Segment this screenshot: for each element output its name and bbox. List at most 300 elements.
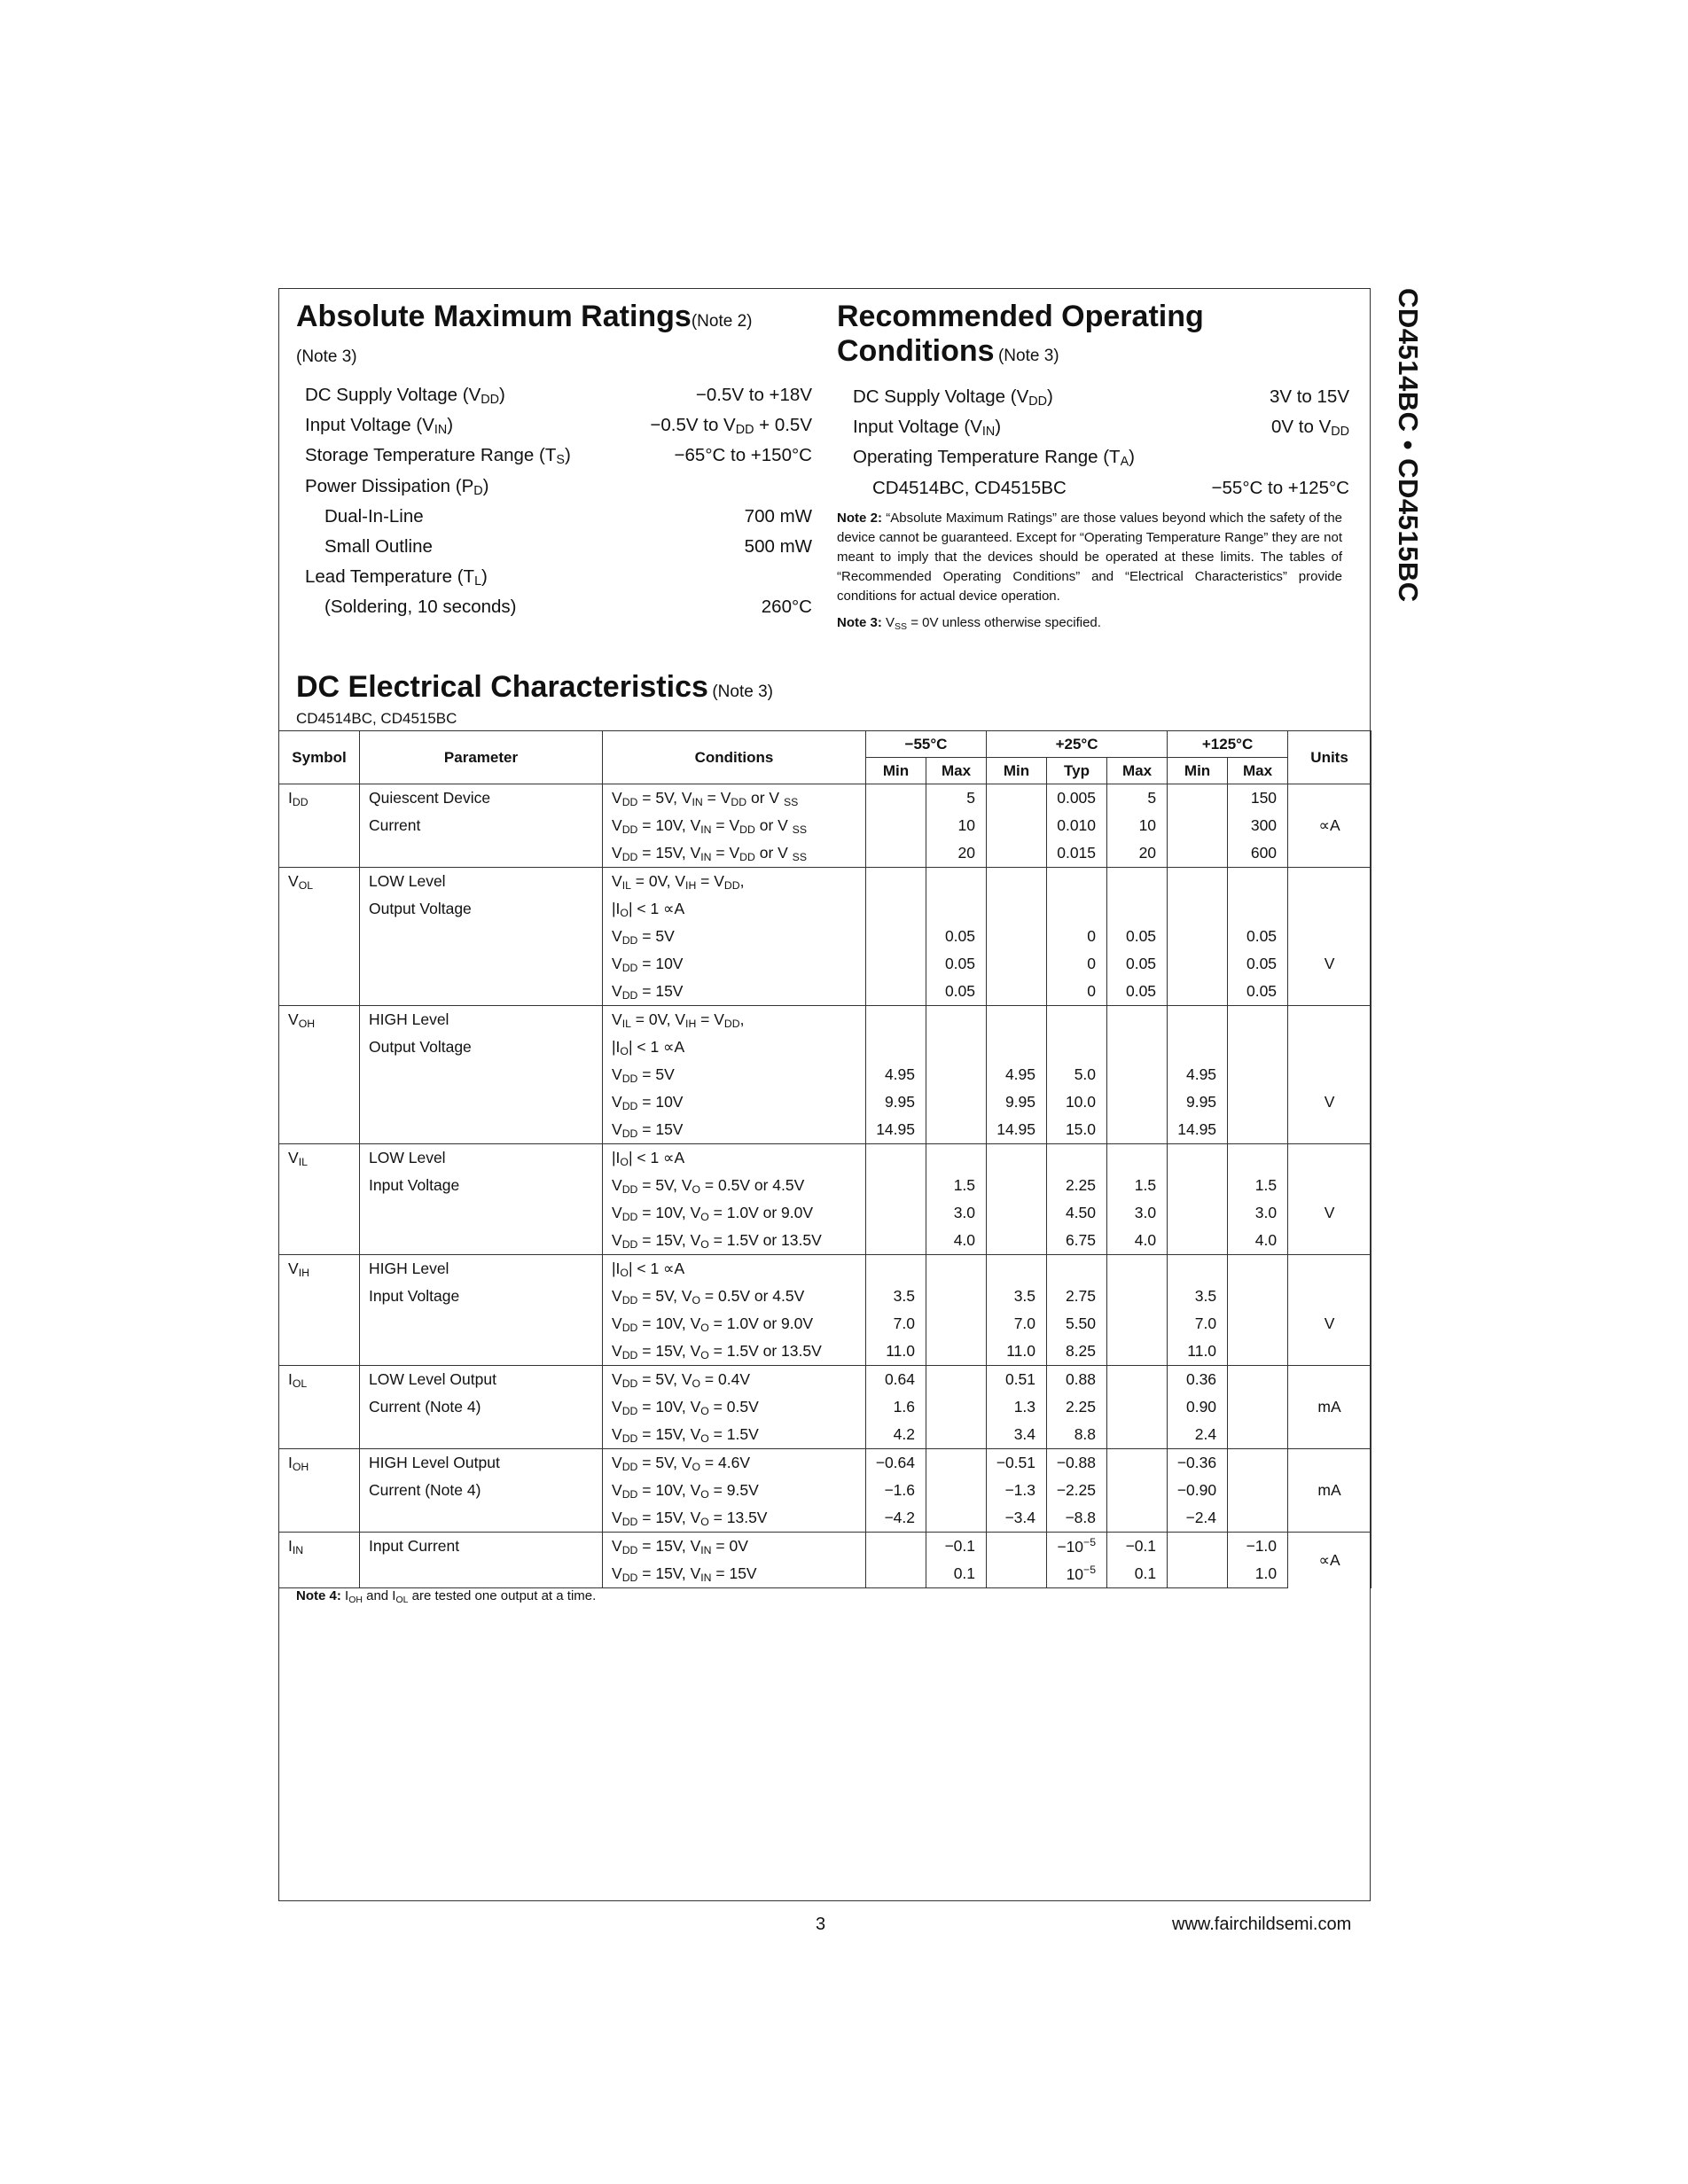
value-cell: −1.6 — [866, 1477, 926, 1504]
value-cell — [987, 839, 1047, 868]
conditions-cell: $V_{DD} = 10V$, $V_O = 9.5V$ — [603, 1477, 866, 1504]
symbol-cell — [279, 895, 360, 923]
value-cell — [1107, 1310, 1168, 1338]
value-cell — [866, 1199, 926, 1227]
value-cell: 3.5 — [987, 1283, 1047, 1310]
value-cell: 0.64 — [866, 1366, 926, 1394]
value-cell: −0.1 — [926, 1533, 987, 1561]
value-cell: 11.0 — [1168, 1338, 1228, 1366]
value-cell: 1.0 — [1228, 1560, 1288, 1588]
parameter-cell: Input Voltage — [360, 1283, 603, 1310]
parameter-cell — [360, 1227, 603, 1255]
abs-max-value: 260°C — [761, 597, 812, 618]
value-cell — [1168, 839, 1228, 868]
conditions-cell: $V_{DD} = 5V$, $V_O = 0.4V$ — [603, 1366, 866, 1394]
value-cell: 9.95 — [987, 1088, 1047, 1116]
symbol-cell: $I_{OH}$ — [279, 1449, 360, 1478]
abs-max-value: 700 mW — [744, 505, 812, 526]
parameter-cell — [360, 1310, 603, 1338]
value-cell: 1.5 — [926, 1172, 987, 1199]
value-cell: −1.0 — [1228, 1533, 1288, 1561]
dc-title: DC Electrical Characteristics (Note 3) — [296, 670, 773, 704]
value-cell — [866, 1560, 926, 1588]
value-cell — [1228, 1116, 1288, 1144]
abs-max-label: Small Outline — [324, 536, 433, 557]
value-cell: 11.0 — [866, 1338, 926, 1366]
value-cell — [1107, 1477, 1168, 1504]
value-cell — [1107, 1366, 1168, 1394]
value-cell — [926, 1310, 987, 1338]
value-cell: 0.05 — [926, 950, 987, 978]
conditions-cell: $V_{DD} = 10V$ — [603, 1088, 866, 1116]
symbol-cell: $V_{OH}$ — [279, 1006, 360, 1034]
conditions-cell: $V_{DD} = 10V$, $V_O = 1.0V$ or 9.0V — [603, 1310, 866, 1338]
value-cell: 14.95 — [987, 1116, 1047, 1144]
value-cell — [926, 1088, 987, 1116]
value-cell: 9.95 — [866, 1088, 926, 1116]
value-cell: 2.25 — [1047, 1172, 1107, 1199]
value-cell — [987, 1144, 1047, 1173]
parameter-cell — [360, 1338, 603, 1366]
symbol-cell — [279, 1310, 360, 1338]
units-cell — [1288, 1255, 1372, 1283]
value-cell: 150 — [1228, 784, 1288, 813]
col-max: Max — [1228, 758, 1288, 784]
conditions-cell: $V_{DD} = 15V$, $V_O = 13.5V$ — [603, 1504, 866, 1533]
col-min: Min — [987, 758, 1047, 784]
notes-block — [837, 509, 1342, 636]
abs-max-row — [305, 506, 812, 536]
value-cell: 4.0 — [1107, 1227, 1168, 1255]
symbol-cell: $I_{OL}$ — [279, 1366, 360, 1394]
symbol-cell: $I_{IN}$ — [279, 1533, 360, 1561]
table-row — [279, 895, 1372, 923]
parameter-cell — [360, 1504, 603, 1533]
abs-max-label: Lead Temperature $(T_L)$ — [305, 566, 488, 589]
col-min: Min — [1168, 758, 1228, 784]
value-cell: −4.2 — [866, 1504, 926, 1533]
value-cell — [866, 895, 926, 923]
value-cell: 0.005 — [1047, 784, 1107, 813]
value-cell — [987, 868, 1047, 896]
value-cell: 2.4 — [1168, 1421, 1228, 1449]
symbol-cell — [279, 1227, 360, 1255]
units-cell: mA — [1288, 1393, 1372, 1421]
units-cell: V — [1288, 1088, 1372, 1116]
value-cell — [866, 868, 926, 896]
rec-op-row — [853, 386, 1349, 417]
conditions-cell: $V_{IL} = 0V$, $V_{IH} = V_{DD}$, — [603, 868, 866, 896]
value-cell: 0.05 — [1107, 950, 1168, 978]
units-cell — [1288, 868, 1372, 896]
value-cell: −0.64 — [866, 1449, 926, 1478]
value-cell: 4.95 — [866, 1061, 926, 1088]
value-cell — [987, 1034, 1047, 1061]
abs-max-value: −65°C to +150°C — [674, 445, 812, 466]
table-row — [279, 1393, 1372, 1421]
value-cell: 0.90 — [1168, 1393, 1228, 1421]
parameter-cell: Quiescent Device — [360, 784, 603, 813]
parameter-cell — [360, 978, 603, 1006]
value-cell — [1228, 1255, 1288, 1283]
value-cell — [926, 1116, 987, 1144]
parameter-cell: LOW Level Output — [360, 1366, 603, 1394]
col-temp-125: +125°C — [1168, 731, 1288, 758]
value-cell: 7.0 — [866, 1310, 926, 1338]
symbol-cell — [279, 1199, 360, 1227]
symbol-cell — [279, 1477, 360, 1504]
value-cell: 5 — [926, 784, 987, 813]
units-cell: V — [1288, 1310, 1372, 1338]
parameter-cell — [360, 839, 603, 868]
value-cell — [1047, 868, 1107, 896]
abs-max-note: (Note 3) — [296, 347, 357, 366]
value-cell — [987, 1227, 1047, 1255]
value-cell: 0.05 — [926, 978, 987, 1006]
value-cell: −0.36 — [1168, 1449, 1228, 1478]
value-cell — [1107, 895, 1168, 923]
value-cell — [926, 895, 987, 923]
value-cell — [866, 784, 926, 813]
value-cell — [987, 1533, 1047, 1561]
value-cell: 0 — [1047, 923, 1107, 950]
dc-characteristics-table — [278, 730, 1372, 1588]
value-cell — [866, 950, 926, 978]
value-cell: 9.95 — [1168, 1088, 1228, 1116]
value-cell — [1168, 1560, 1228, 1588]
conditions-cell: $V_{DD} = 15V$ — [603, 978, 866, 1006]
units-cell — [1288, 895, 1372, 923]
conditions-cell: $V_{DD} = 15V$, $V_O = 1.5V$ or 13.5V — [603, 1227, 866, 1255]
value-cell — [866, 1533, 926, 1561]
value-cell — [1107, 1034, 1168, 1061]
value-cell — [1168, 1199, 1228, 1227]
value-cell: −0.51 — [987, 1449, 1047, 1478]
value-cell — [926, 1449, 987, 1478]
abs-max-label: Input Voltage $(V_{IN})$ — [305, 415, 454, 438]
units-cell — [1288, 1366, 1372, 1394]
units-cell — [1288, 1338, 1372, 1366]
value-cell — [987, 978, 1047, 1006]
value-cell: 0.05 — [1107, 923, 1168, 950]
abs-max-label: Dual-In-Line — [324, 505, 424, 526]
parameter-cell: HIGH Level — [360, 1255, 603, 1283]
value-cell: −2.4 — [1168, 1504, 1228, 1533]
value-cell: 0.05 — [1107, 978, 1168, 1006]
value-cell: 3.5 — [1168, 1283, 1228, 1310]
value-cell: 0.015 — [1047, 839, 1107, 868]
units-cell — [1288, 1172, 1372, 1199]
value-cell — [1107, 1255, 1168, 1283]
value-cell: 0.05 — [1228, 923, 1288, 950]
value-cell — [1228, 1393, 1288, 1421]
note-3: Note 3: $V_{SS} = 0V$ unless otherwise specified. — [837, 615, 1101, 632]
value-cell: 2.25 — [1047, 1393, 1107, 1421]
value-cell — [866, 1034, 926, 1061]
rec-op-row — [853, 447, 1349, 477]
note-4: Note 4: $I_{OH}$ and $I_{OL}$ are tested one output at a time. — [296, 1588, 597, 1605]
col-typ: Typ — [1047, 758, 1107, 784]
value-cell: 0.88 — [1047, 1366, 1107, 1394]
value-cell: 0.05 — [1228, 950, 1288, 978]
units-cell — [1288, 839, 1372, 868]
value-cell — [1228, 1421, 1288, 1449]
value-cell — [1107, 1338, 1168, 1366]
rec-op-row — [853, 417, 1349, 447]
rec-op-label: Operating Temperature Range $(T_A)$ — [853, 447, 1135, 470]
value-cell: 0.010 — [1047, 812, 1107, 839]
conditions-cell: $V_{DD} = 5V$, $V_O = 0.5V$ or 4.5V — [603, 1283, 866, 1310]
value-cell — [1228, 1088, 1288, 1116]
value-cell — [1168, 1144, 1228, 1173]
symbol-cell — [279, 1172, 360, 1199]
parameter-cell: Input Current — [360, 1533, 603, 1561]
value-cell: −2.25 — [1047, 1477, 1107, 1504]
symbol-cell — [279, 923, 360, 950]
table-row — [279, 1061, 1372, 1088]
value-cell: 20 — [926, 839, 987, 868]
value-cell: 600 — [1228, 839, 1288, 868]
symbol-cell: $V_{IL}$ — [279, 1144, 360, 1173]
value-cell: −3.4 — [987, 1504, 1047, 1533]
conditions-cell: $V_{DD} = 10V$ — [603, 950, 866, 978]
units-cell — [1288, 1006, 1372, 1034]
value-cell — [1168, 868, 1228, 896]
value-cell — [1047, 1006, 1107, 1034]
parameter-cell — [360, 923, 603, 950]
symbol-cell — [279, 978, 360, 1006]
conditions-cell: $|I_O| < 1 \propto A$ — [603, 1255, 866, 1283]
table-row — [279, 1172, 1372, 1199]
value-cell — [1228, 1034, 1288, 1061]
value-cell — [1168, 1172, 1228, 1199]
rec-op-row — [853, 478, 1349, 508]
table-row — [279, 1227, 1372, 1255]
value-cell — [926, 1393, 987, 1421]
rec-op-value: 3V to 15V — [1269, 386, 1349, 407]
conditions-cell: $V_{DD} = 15V$, $V_O = 1.5V$ or 13.5V — [603, 1338, 866, 1366]
symbol-cell — [279, 1393, 360, 1421]
table-row — [279, 839, 1372, 868]
abs-max-value: −0.5V to $V_{DD} + 0.5V$ — [650, 415, 812, 438]
symbol-cell — [279, 839, 360, 868]
units-cell — [1288, 1144, 1372, 1173]
value-cell — [1168, 923, 1228, 950]
symbol-cell — [279, 1116, 360, 1144]
value-cell — [1168, 978, 1228, 1006]
value-cell — [1168, 784, 1228, 813]
value-cell: 1.3 — [987, 1393, 1047, 1421]
value-cell — [926, 1338, 987, 1366]
value-cell — [1107, 1088, 1168, 1116]
value-cell — [1107, 1144, 1168, 1173]
table-row — [279, 1366, 1372, 1394]
units-cell: V — [1288, 1199, 1372, 1227]
value-cell — [926, 1283, 987, 1310]
value-cell — [926, 1255, 987, 1283]
units-cell — [1288, 1061, 1372, 1088]
value-cell: 10 — [1107, 812, 1168, 839]
abs-max-row — [305, 385, 812, 415]
header-row-1 — [279, 731, 1372, 758]
value-cell: 4.95 — [1168, 1061, 1228, 1088]
parameter-cell — [360, 1421, 603, 1449]
value-cell — [1107, 1061, 1168, 1088]
table-row — [279, 1338, 1372, 1366]
units-cell — [1288, 923, 1372, 950]
value-cell: 3.0 — [1228, 1199, 1288, 1227]
side-title: CD4514BC • CD4515BC — [1393, 288, 1424, 603]
rec-op-label: Input Voltage $(V_{IN})$ — [853, 417, 1002, 440]
units-cell — [1288, 1227, 1372, 1255]
conditions-cell: $V_{DD} = 5V$ — [603, 923, 866, 950]
value-cell — [1168, 950, 1228, 978]
units-cell — [1288, 1034, 1372, 1061]
symbol-cell — [279, 950, 360, 978]
value-cell — [1228, 1061, 1288, 1088]
value-cell — [926, 1061, 987, 1088]
conditions-cell: $V_{DD} = 10V$, $V_O = 0.5V$ — [603, 1393, 866, 1421]
parameter-cell: Output Voltage — [360, 1034, 603, 1061]
value-cell: 7.0 — [1168, 1310, 1228, 1338]
value-cell — [987, 1255, 1047, 1283]
value-cell: 20 — [1107, 839, 1168, 868]
value-cell — [1168, 1034, 1228, 1061]
abs-max-title: Absolute Maximum Ratings(Note 2) — [296, 300, 753, 333]
abs-max-row — [305, 597, 812, 627]
value-cell — [1047, 1034, 1107, 1061]
conditions-cell: $V_{DD} = 10V$, $V_O = 1.0V$ or 9.0V — [603, 1199, 866, 1227]
value-cell — [926, 868, 987, 896]
col-symbol: Symbol — [279, 731, 360, 784]
value-cell — [987, 812, 1047, 839]
table-row — [279, 1310, 1372, 1338]
abs-max-value: −0.5V to +18V — [695, 385, 812, 405]
symbol-cell: $V_{OL}$ — [279, 868, 360, 896]
table-row — [279, 1477, 1372, 1504]
value-cell: 1.6 — [866, 1393, 926, 1421]
table-row — [279, 868, 1372, 896]
rec-op-value: −55°C to +125°C — [1211, 477, 1349, 498]
value-cell: 7.0 — [987, 1310, 1047, 1338]
parameter-cell: Current (Note 4) — [360, 1393, 603, 1421]
value-cell — [987, 950, 1047, 978]
rec-op-value: 0V to $V_{DD}$ — [1271, 417, 1349, 440]
value-cell: 5.50 — [1047, 1310, 1107, 1338]
conditions-cell: $V_{DD} = 5V$, $V_{IN} = V_{DD}$ or V $_{SS}$ — [603, 784, 866, 813]
value-cell: 300 — [1228, 812, 1288, 839]
conditions-cell: $V_{DD} = 15V$, $V_O = 1.5V$ — [603, 1421, 866, 1449]
col-temp-minus55: −55°C — [866, 731, 987, 758]
conditions-cell: $V_{DD} = 5V$, $V_O = 4.6V$ — [603, 1449, 866, 1478]
units-cell — [1288, 784, 1372, 813]
value-cell — [1168, 1006, 1228, 1034]
value-cell: 0.1 — [926, 1560, 987, 1588]
value-cell — [1107, 1283, 1168, 1310]
value-cell — [1228, 1310, 1288, 1338]
value-cell — [1228, 895, 1288, 923]
value-cell — [987, 1006, 1047, 1034]
col-max: Max — [1107, 758, 1168, 784]
abs-max-label: (Soldering, 10 seconds) — [324, 597, 517, 618]
units-cell: mA — [1288, 1477, 1372, 1504]
value-cell — [926, 1421, 987, 1449]
parameter-cell — [360, 1199, 603, 1227]
value-cell: 5 — [1107, 784, 1168, 813]
value-cell — [1047, 895, 1107, 923]
value-cell — [926, 1006, 987, 1034]
symbol-cell: $V_{IH}$ — [279, 1255, 360, 1283]
value-cell — [1228, 1006, 1288, 1034]
table-row — [279, 1504, 1372, 1533]
value-cell — [866, 1006, 926, 1034]
value-cell — [1168, 1227, 1228, 1255]
value-cell: 1.5 — [1228, 1172, 1288, 1199]
value-cell: 0 — [1047, 978, 1107, 1006]
value-cell: 2.75 — [1047, 1283, 1107, 1310]
value-cell — [1168, 1533, 1228, 1561]
conditions-cell: $V_{DD} = 15V$, $V_{IN} = 15V$ — [603, 1560, 866, 1588]
value-cell — [987, 923, 1047, 950]
value-cell — [866, 923, 926, 950]
table-row — [279, 812, 1372, 839]
footer-url: www.fairchildsemi.com — [1172, 1915, 1352, 1934]
value-cell: 3.5 — [866, 1283, 926, 1310]
value-cell: 14.95 — [1168, 1116, 1228, 1144]
value-cell — [1228, 868, 1288, 896]
table-row — [279, 1199, 1372, 1227]
symbol-cell: $I_{DD}$ — [279, 784, 360, 813]
parameter-cell: Current — [360, 812, 603, 839]
col-units: Units — [1288, 731, 1372, 784]
abs-max-row — [305, 415, 812, 445]
value-cell — [1107, 1393, 1168, 1421]
value-cell — [926, 1034, 987, 1061]
value-cell — [1228, 1144, 1288, 1173]
conditions-cell: $V_{DD} = 15V$, $V_{IN} = V_{DD}$ or V $_{SS}$ — [603, 839, 866, 868]
units-cell: V — [1288, 950, 1372, 978]
value-cell — [987, 1172, 1047, 1199]
table-row — [279, 1421, 1372, 1449]
value-cell — [866, 1144, 926, 1173]
table-row — [279, 950, 1372, 978]
value-cell: 4.95 — [987, 1061, 1047, 1088]
value-cell: 3.4 — [987, 1421, 1047, 1449]
value-cell — [866, 1227, 926, 1255]
units-cell: ∝A — [1288, 812, 1372, 839]
abs-max-label: Power Dissipation $(P_D)$ — [305, 475, 489, 498]
value-cell: 0.36 — [1168, 1366, 1228, 1394]
parameter-cell — [360, 950, 603, 978]
parameter-cell — [360, 1560, 603, 1588]
value-cell — [987, 1560, 1047, 1588]
value-cell: −8.8 — [1047, 1504, 1107, 1533]
col-max: Max — [926, 758, 987, 784]
units-cell — [1288, 1449, 1372, 1478]
value-cell — [1228, 1338, 1288, 1366]
symbol-cell — [279, 1560, 360, 1588]
abs-max-row — [305, 536, 812, 566]
conditions-cell: $V_{DD} = 5V$ — [603, 1061, 866, 1088]
units-cell — [1288, 1421, 1372, 1449]
value-cell: 6.75 — [1047, 1227, 1107, 1255]
parameter-cell — [360, 1116, 603, 1144]
value-cell — [1107, 1504, 1168, 1533]
parameter-cell — [360, 1061, 603, 1088]
value-cell: −0.90 — [1168, 1477, 1228, 1504]
units-cell — [1288, 1283, 1372, 1310]
abs-max-label: Storage Temperature Range $(T_S)$ — [305, 445, 571, 468]
